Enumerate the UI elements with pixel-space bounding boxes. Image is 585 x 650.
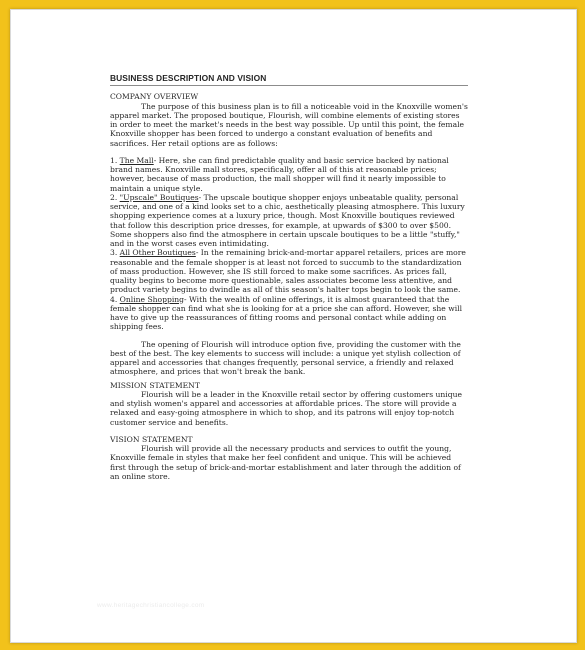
mission-heading: MISSION STATEMENT xyxy=(110,380,200,390)
vision-text: Flourish will provide all the necessary products and services to outfit the young, Knoxville female in styles that make her feel confident and unique. This will be achieved first through the setup of brick-and-mortar establishment and later through the addition of an online store. xyxy=(110,444,461,481)
option-label: Online Shopping xyxy=(119,294,185,304)
company-overview-section xyxy=(110,92,468,376)
company-overview-heading: COMPANY OVERVIEW xyxy=(110,92,199,102)
option-item xyxy=(110,193,468,249)
company-overview-closing: The opening of Flourish will introduce option five, providing the customer with the best of the best. The key elements to success will include: a unique yet stylish collection of apparel and accessories that changes frequently, personal service, a friendly and relaxed atmosphere, and prices that won't break the bank. xyxy=(110,339,461,377)
option-number: 3. xyxy=(110,248,118,258)
option-item xyxy=(110,248,468,294)
option-label: All Other Boutiques xyxy=(119,248,196,258)
option-text: - In the remaining brick-and-mortar apparel retailers, prices are more reasonable and the female shopper is at least not forced to succumb to the standardization of mass production. However, she IS still forced to make some sacrifices. As prices fall, quality begins to become more questionable, sales associates become less attentive, and product variety begins to dwindle as all of this season's halter tops begin to look the same. xyxy=(110,248,466,295)
option-text: - Here, she can find predictable quality and basic service backed by national brand names. Knoxville mall stores, specifically, offer all of this at reasonable prices; however, because of mass production, the mall shopper will find it nearly impossible to maintain a unique style. xyxy=(110,155,449,193)
vision-heading: VISION STATEMENT xyxy=(110,434,193,444)
option-number: 1. xyxy=(110,155,118,165)
option-item xyxy=(110,156,468,193)
option-label: The Mall xyxy=(119,155,154,165)
mission-text: Flourish will be a leader in the Knoxville retail sector by offering customers unique and stylish women's apparel and accessories at affordable prices. The store will provide a relaxed and easy-going atmosphere in which to shop, and its patrons will enjoy top-notch customer service and benefits. xyxy=(110,389,462,427)
option-number: 2. xyxy=(110,192,118,202)
option-text: - The upscale boutique shopper enjoys unbeatable quality, personal service, and one of a kind looks set to a chic, aesthetically pleasing atmosphere. This luxury shopping experience comes at a luxury price, though. Most Knoxville boutiques reviewed that follow this description price dresses, for example, at upwards of $300 to over $500. Some shoppers also find the atmosphere in certain upscale boutiques to be a little "stuffy," and in the worst cases even intimidating. xyxy=(110,192,465,248)
option-text: - With the wealth of online offerings, it is almost guaranteed that the female shopper can find what she is looking for at a price she can afford. However, she will have to give up the reassurances of fitting rooms and personal contact while adding on shipping fees. xyxy=(110,294,463,332)
vision-section xyxy=(110,435,468,481)
option-label: "Upscale" Boutiques xyxy=(119,192,199,202)
mission-section xyxy=(110,381,468,427)
option-item xyxy=(110,295,468,332)
option-number: 4. xyxy=(110,294,118,304)
company-overview-intro: The purpose of this business plan is to fill a noticeable void in the Knoxville women's apparel market. The proposed boutique, Flourish, will combine elements of existing stores in order to meet the market's needs in the best way possible. Up until this point, the female Knoxville shopper has been forced to undergo a constant evaluation of benefits and sacrifices. Her retail options are as follows: xyxy=(110,101,468,148)
document-body xyxy=(110,74,468,481)
page-title: BUSINESS DESCRIPTION AND VISION xyxy=(110,74,468,86)
watermark: www.heritagechristiancollege.com xyxy=(97,602,205,609)
